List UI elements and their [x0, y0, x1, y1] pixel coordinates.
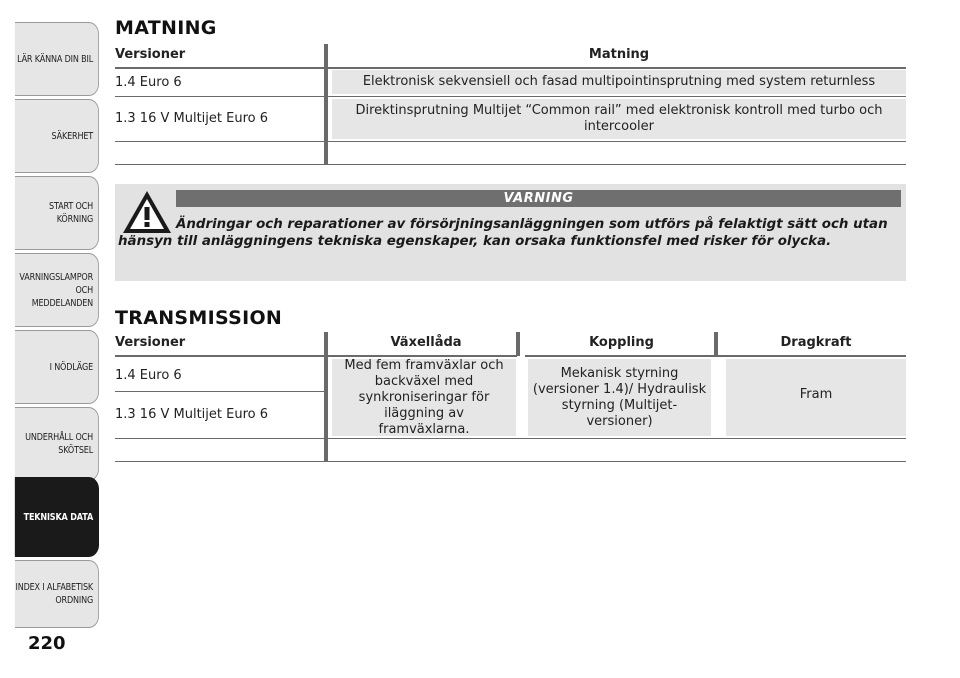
page-number: 220: [28, 633, 66, 654]
drive-text: Fram: [799, 386, 833, 402]
table-rule: [115, 355, 906, 357]
tab-label: UNDERHÅLL OCH SKÖTSEL: [25, 432, 94, 456]
column-separator: [324, 44, 328, 165]
tab-label: START OCH KÖRNING: [49, 201, 94, 225]
header-versioner: Versioner: [115, 47, 186, 62]
tab-varningslampor[interactable]: [15, 253, 99, 327]
tab-label: INDEX I ALFABETISK ORDNING: [15, 582, 94, 606]
matning-value-1-text: Elektronisk sekvensiell och fasad multipointinsprutning med system returnless: [362, 74, 876, 89]
header-matning: Matning: [588, 47, 650, 62]
tab-i-nodlage[interactable]: [15, 330, 99, 404]
header-dragkraft: Dragkraft: [780, 335, 852, 350]
matning-value-1: [332, 70, 906, 94]
header-vaxellada: Växellåda: [390, 335, 462, 350]
header-koppling: Koppling: [589, 335, 654, 350]
tab-lar-kanna-din-bil[interactable]: [15, 22, 99, 96]
transmission-version-1: 1.4 Euro 6: [115, 368, 182, 383]
clutch-cell: [528, 359, 711, 436]
table-rule: [115, 391, 325, 392]
tab-tekniska-data[interactable]: [15, 477, 99, 557]
column-separator: [714, 332, 718, 356]
matning-value-2: [332, 99, 906, 139]
gearbox-text: Med fem framväxlar och backväxel med synkroniseringar för iläggning av framväxlarna.: [344, 357, 504, 437]
matning-version-1: 1.4 Euro 6: [115, 75, 182, 90]
tab-label: I NÖDLÄGE: [49, 361, 94, 373]
tab-label: SÄKERHET: [51, 130, 94, 142]
header-versioner: Versioner: [115, 335, 186, 350]
table-rule: [115, 164, 906, 165]
table-rule: [115, 141, 906, 142]
table-rule: [115, 438, 906, 439]
section-title-transmission: TRANSMISSION: [115, 307, 283, 329]
tab-index[interactable]: [15, 560, 99, 628]
table-rule: [115, 67, 906, 69]
tab-label: VARNINGSLAMPOR OCH MEDDELANDEN: [19, 271, 94, 309]
tab-label: TEKNISKA DATA: [23, 511, 94, 523]
tab-sakerhet[interactable]: [15, 99, 99, 173]
gearbox-cell: [332, 359, 516, 436]
table-rule: [115, 96, 906, 97]
matning-version-2: 1.3 16 V Multijet Euro 6: [115, 111, 268, 126]
column-separator: [324, 332, 328, 462]
clutch-text: Mekanisk styrning (versioner 1.4)/ Hydraulisk styrning (Multijet-versioner): [532, 365, 707, 429]
warning-label: VARNING: [176, 190, 901, 207]
matning-value-2-text: Direktinsprutning Multijet “Common rail” med elektronisk kontroll med turbo och intercooler: [355, 103, 883, 134]
transmission-version-2: 1.3 16 V Multijet Euro 6: [115, 407, 268, 422]
column-separator: [516, 332, 520, 356]
section-title-matning: MATNING: [115, 17, 217, 39]
tab-underhall-och-skotsel[interactable]: [15, 407, 99, 481]
tab-label: LÄR KÄNNA DIN BIL: [17, 53, 94, 65]
drive-cell: [726, 359, 906, 436]
tab-start-och-korning[interactable]: [15, 176, 99, 250]
warning-text: Ändringar och reparationer av försörjningsanläggningen som utförs på felaktigt sätt och utan hänsyn till anläggningens tekniska egenskaper, kan orsaka funktionsfel med risker för olycka.: [118, 217, 888, 249]
table-rule: [115, 461, 906, 462]
